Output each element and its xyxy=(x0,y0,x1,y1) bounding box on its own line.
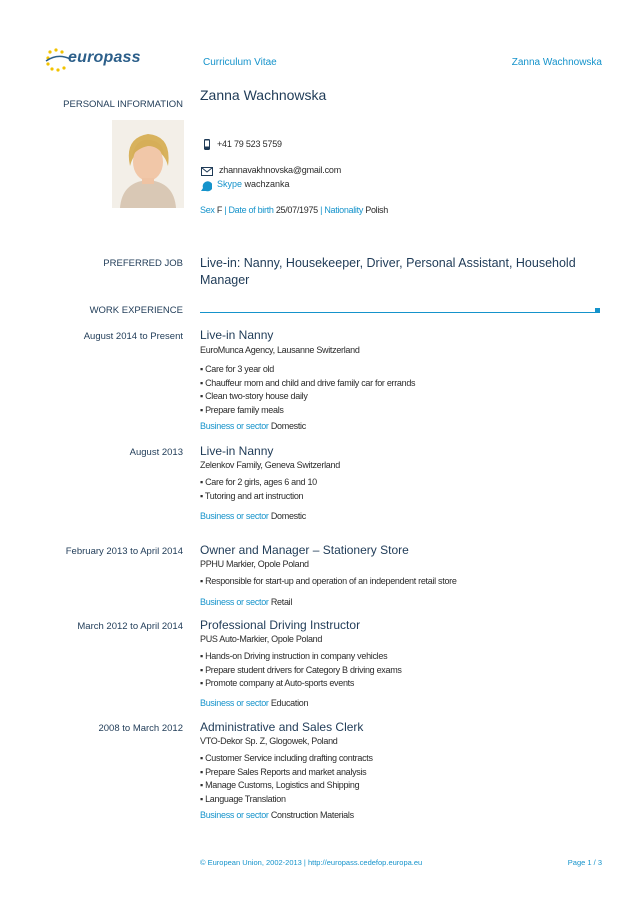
doc-type: Curriculum Vitae xyxy=(203,57,277,68)
bullet-item: ▪ Prepare student drivers for Category B driving exams xyxy=(200,664,402,675)
europass-stars-icon xyxy=(44,47,70,73)
job-employer: Zelenkov Family, Geneva Switzerland xyxy=(200,460,340,470)
email-address[interactable]: zhannavakhnovska@gmail.com xyxy=(219,165,341,175)
bullet-item: ▪ Manage Customs, Logistics and Shipping xyxy=(200,780,360,790)
sector-label: Business or sector xyxy=(200,597,269,607)
job-employer: PUS Auto-Markier, Opole Poland xyxy=(200,634,323,644)
sector-label: Business or sector xyxy=(200,511,269,521)
logo-text: europass xyxy=(68,49,141,66)
sector-label: Business or sector xyxy=(200,421,269,431)
job-employer: EuroMunca Agency, Lausanne Switzerland xyxy=(200,345,360,355)
job-dates: 2008 to March 2012 xyxy=(98,723,183,734)
phone-icon xyxy=(202,139,212,151)
bullet-item: ▪ Promote company at Auto-sports events xyxy=(200,678,355,688)
job-title: Administrative and Sales Clerk xyxy=(200,720,364,734)
bullet-item: ▪ Hands-on Driving instruction in company vehicles xyxy=(200,651,388,661)
person-name: Zanna Wachnowska xyxy=(200,87,327,103)
sector-value: Domestic xyxy=(270,421,306,431)
bullet-item: ▪ Responsible for start-up and operation of an independent retail store xyxy=(200,576,457,586)
job-bullets xyxy=(200,575,600,589)
job-sector xyxy=(200,597,600,607)
sector-value: Retail xyxy=(270,597,293,607)
work-experience-label: WORK EXPERIENCE xyxy=(89,305,183,316)
europass-logo xyxy=(44,47,141,73)
preferred-job-label: PREFERRED JOB xyxy=(103,258,183,269)
job-bullets xyxy=(200,650,600,691)
nationality-label: Nationality xyxy=(324,205,364,215)
sex-value: F xyxy=(216,205,223,215)
sector-label: Business or sector xyxy=(200,698,269,708)
job-sector xyxy=(200,810,600,820)
bullet-item: ▪ Prepare family meals xyxy=(200,404,284,415)
preferred-job-value: Live-in: Nanny, Housekeeper, Driver, Personal Assistant, Household Manager xyxy=(200,256,576,287)
personal-info-label: PERSONAL INFORMATION xyxy=(63,99,183,110)
section-divider xyxy=(200,312,595,313)
job-bullets xyxy=(200,752,600,806)
footer-copyright[interactable]: © European Union, 2002-2013 | http://europass.cedefop.europa.eu xyxy=(200,858,423,867)
job-title: Owner and Manager – Stationery Store xyxy=(200,543,409,557)
sector-value: Education xyxy=(270,698,309,708)
job-sector xyxy=(200,511,600,521)
job-title: Live-in Nanny xyxy=(200,328,274,342)
bullet-item: ▪ Care for 2 girls, ages 6 and 10 xyxy=(200,477,317,487)
personal-details-row: Sex F | Date of birth 25/07/1975 | Nationality Polish xyxy=(200,205,388,215)
bullet-item: ▪ Prepare Sales Reports and market analysis xyxy=(200,766,367,777)
sector-value: Domestic xyxy=(270,511,306,521)
job-title: Professional Driving Instructor xyxy=(200,618,361,632)
profile-photo xyxy=(112,120,184,208)
skype-row xyxy=(217,179,290,189)
job-dates: August 2014 to Present xyxy=(83,331,183,342)
job-dates: March 2012 to April 2014 xyxy=(77,621,183,632)
job-bullets xyxy=(200,363,600,417)
bullet-item: ▪ Tutoring and art instruction xyxy=(200,490,304,501)
job-employer: VTO-Dekor Sp. Z, Glogowek, Poland xyxy=(200,736,338,746)
section-divider-end xyxy=(595,308,600,313)
job-employer: PPHU Markier, Opole Poland xyxy=(200,559,309,569)
phone-number: +41 79 523 5759 xyxy=(217,139,282,149)
job-sector xyxy=(200,421,600,431)
dob-label: Date of birth xyxy=(228,205,274,215)
email-icon xyxy=(201,167,213,177)
bullet-item: ▪ Chauffeur mom and child and drive family car for errands xyxy=(200,377,416,388)
sex-label: Sex xyxy=(200,205,215,215)
sector-value: Construction Materials xyxy=(270,810,354,820)
sector-label: Business or sector xyxy=(200,810,269,820)
job-bullets xyxy=(200,476,600,503)
bullet-item: ▪ Care for 3 year old xyxy=(200,364,274,374)
bullet-item: ▪ Clean two-story house daily xyxy=(200,391,308,401)
job-dates: February 2013 to April 2014 xyxy=(65,546,183,557)
skype-id: wachzanka xyxy=(244,179,290,189)
bullet-item: ▪ Language Translation xyxy=(200,793,286,804)
header-name: Zanna Wachnowska xyxy=(511,57,602,68)
bullet-item: ▪ Customer Service including drafting contracts xyxy=(200,753,373,763)
job-title: Live-in Nanny xyxy=(200,444,274,458)
footer-page-number: Page 1 / 3 xyxy=(567,858,602,867)
skype-label: Skype xyxy=(217,179,243,189)
skype-icon xyxy=(200,180,212,192)
dob-value: 25/07/1975 xyxy=(275,205,318,215)
job-dates: August 2013 xyxy=(129,447,183,458)
nationality-value: Polish xyxy=(365,205,388,215)
job-sector xyxy=(200,698,600,708)
